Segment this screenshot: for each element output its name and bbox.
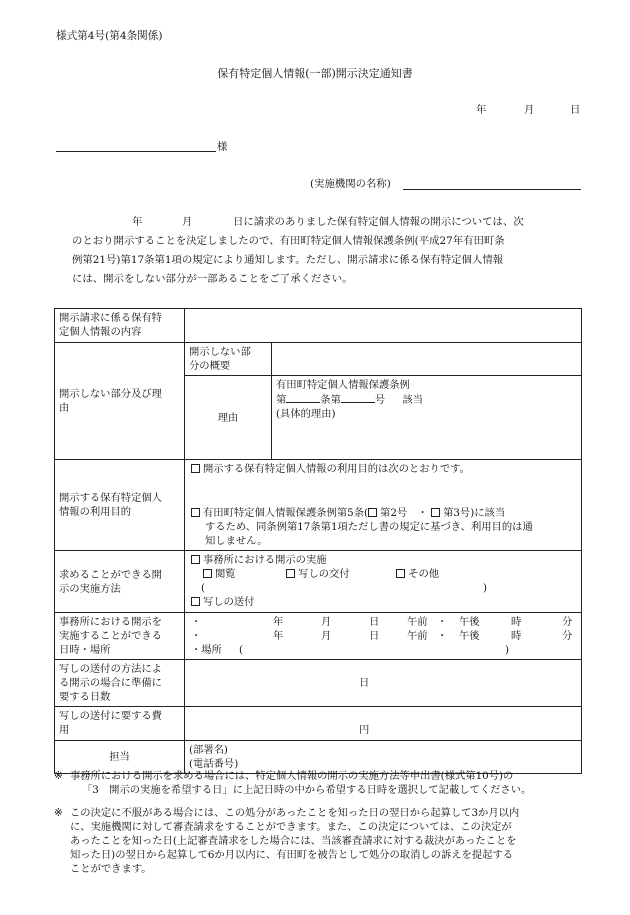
- label-mailing-cost: 写しの送付に要する費 用: [55, 707, 185, 741]
- label-requested-info: 開示請求に係る保有特 定個人情報の内容: [55, 309, 185, 343]
- row-requested-info: [55, 309, 582, 343]
- checkbox-item-2[interactable]: [368, 508, 377, 517]
- sublabel-reason: 理由: [185, 376, 272, 460]
- form-number: 様式第4号(第4条関係): [56, 30, 163, 42]
- value-preparation-days: 日: [185, 660, 582, 707]
- schedule-slot-2: ・ 年 月 日 午前 ・ 午後 時 分: [191, 630, 573, 642]
- agency-name-line: [403, 189, 581, 190]
- row-disclosure-schedule: [55, 613, 582, 660]
- value-purpose-of-use: 開示する保有特定個人情報の利用目的は次のとおりです。 有田町特定個人情報保護条例第5条( 第2号 ・ 第3号)に該当 するため、同条例第17条第1項ただし書の規定に基づき、利用目的は通 知しません。: [185, 460, 582, 551]
- label-undisclosed-part: 開示しない部分及び理 由: [55, 343, 185, 460]
- addressee-name-line: [56, 151, 216, 152]
- intro-line-4: には、開示をしない部分が一部あることをご了承ください。: [72, 273, 353, 285]
- checkbox-copy-issue[interactable]: [286, 569, 295, 578]
- value-contact: (部署名) (電話番号): [185, 741, 582, 774]
- row-mailing-cost: [55, 707, 582, 741]
- checkbox-copy-mailing[interactable]: [191, 597, 200, 606]
- value-requested-info: [185, 309, 582, 343]
- date-month-label: 月: [524, 104, 535, 116]
- row-undisclosed-summary: [55, 343, 582, 376]
- agency-name-label: (実施機関の名称): [310, 178, 391, 190]
- date-year-label: 年: [476, 104, 487, 116]
- sublabel-undisclosed-summary: 開示しない部 分の概要: [185, 343, 272, 376]
- value-disclosure-method: 事務所における開示の実施 閲覧 写しの交付 その他 ( ) 写しの送付: [185, 551, 582, 613]
- label-disclosure-schedule: 事務所における開示を 実施することができる 日時・場所: [55, 613, 185, 660]
- schedule-slot-1: ・ 年 月 日 午前 ・ 午後 時 分: [191, 616, 573, 628]
- checkbox-item-3[interactable]: [431, 508, 440, 517]
- label-contact: 担当: [55, 741, 185, 774]
- checkbox-purpose-disclosed[interactable]: [191, 464, 200, 473]
- note-appeal-rights: ※ この決定に不服がある場合には、この処分があったことを知った日の翌日から起算して3か月以内 に、実施機関に対して審査請求をすることができます。また、この決定については、この決定が あったことを知った日(上記審査請求をした場合には、当該審査請求に対する裁決があったことを 知った日)の翌日から起算して6か月以内に、有田町を被告として処分の取消しの訴えを提起する ことができます。: [54, 807, 520, 875]
- intro-paragraph: [72, 213, 582, 289]
- checkbox-other[interactable]: [396, 569, 405, 578]
- checkbox-inspection[interactable]: [203, 569, 212, 578]
- row-purpose-of-use: [55, 460, 582, 551]
- intro-year: 年: [132, 216, 143, 228]
- label-purpose-of-use: 開示する保有特定個人 情報の利用目的: [55, 460, 185, 551]
- note-office-disclosure: ※ 事務所における開示を求める場合には、特定個人情報の開示の実施方法等申出書(様式第10号)の 「3 開示の実施を希望する日」に上記日時の中から希望する日時を選択して記載してください。: [54, 770, 532, 796]
- document-title: 保有特定個人情報(一部)開示決定通知書: [217, 67, 413, 80]
- intro-month: 月: [182, 216, 193, 228]
- checkbox-office-disclosure[interactable]: [191, 555, 200, 564]
- intro-line-2: のとおり開示することを決定しましたので、有田町特定個人情報保護条例(平成27年有田町条: [72, 235, 505, 247]
- issue-date: [470, 103, 580, 117]
- intro-line-3: 例第21号)第17条第1項の規定により通知します。ただし、開示請求に係る保有特定個人情報: [72, 254, 504, 266]
- schedule-place: ・場所 ( ): [191, 644, 510, 656]
- value-disclosure-schedule: [185, 613, 582, 660]
- article-blank: [286, 392, 320, 403]
- intro-line-1: 日に請求のありました保有特定個人情報の開示については、次: [233, 216, 524, 228]
- value-mailing-cost: 円: [185, 707, 582, 741]
- disclosure-decision-table: [54, 308, 582, 774]
- label-preparation-days: 写しの送付の方法によ る開示の場合に準備に 要する日数: [55, 660, 185, 707]
- value-undisclosed-summary: [272, 343, 582, 376]
- row-preparation-days: [55, 660, 582, 707]
- paragraph-blank: [341, 392, 375, 403]
- row-disclosure-method: [55, 551, 582, 613]
- checkbox-purpose-withheld[interactable]: [191, 508, 200, 517]
- addressee-suffix: 様: [217, 141, 228, 153]
- date-day-label: 日: [570, 104, 581, 116]
- value-reason: 有田町特定個人情報保護条例 第 条第 号 該当 (具体的理由): [272, 376, 582, 460]
- label-disclosure-method: 求めることができる開 示の実施方法: [55, 551, 185, 613]
